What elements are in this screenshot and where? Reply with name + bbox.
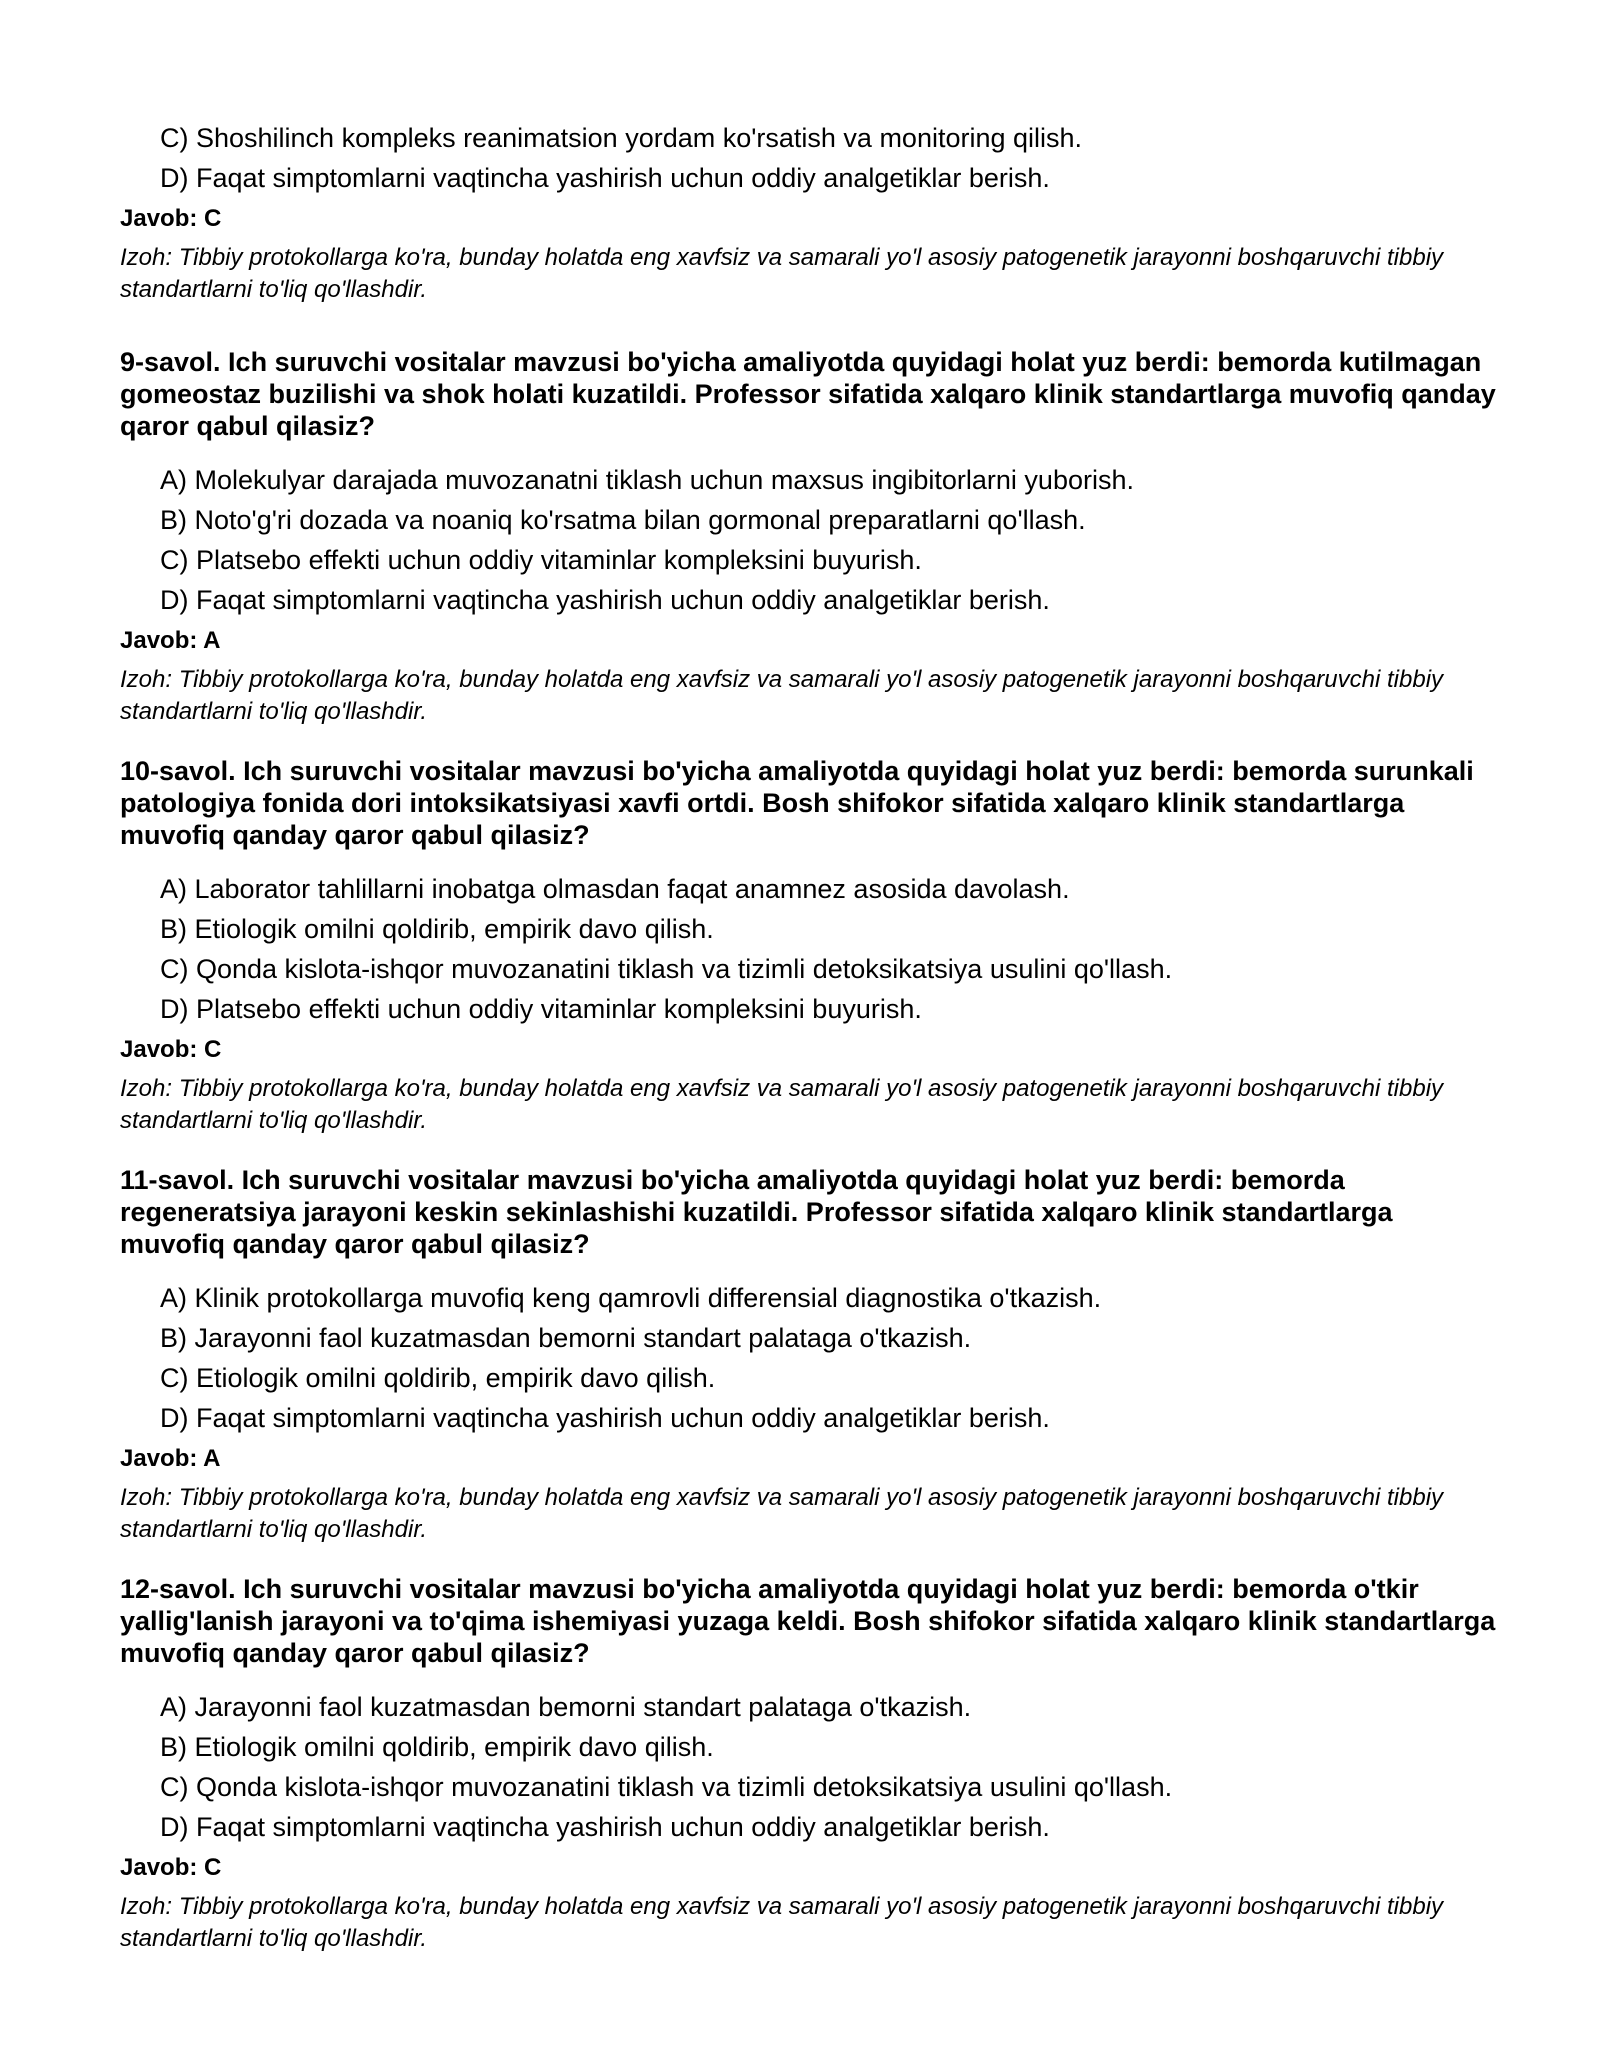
- answer-label: Javob: A: [120, 1445, 221, 1472]
- answer-label: Javob: C: [120, 205, 222, 232]
- options-list: [120, 1278, 1500, 1438]
- option-d: D) Platsebo effekti uchun oddiy vitaminlar kompleksini buyurish.: [160, 994, 922, 1024]
- question-text: 9-savol. Ich suruvchi vositalar mavzusi bo'yicha amaliyotda quyidagi holat yuz berdi: bemorda kutilmagan gomeostaz buzilishi va shok holati kuzatildi. Professor sifatida xalqaro klinik standartlarga muvofiq qanday qaror qabul qilasiz?: [120, 347, 1496, 441]
- question-11: [120, 1164, 1500, 1546]
- option-d: D) Faqat simptomlarni vaqtincha yashirish uchun oddiy analgetiklar berish.: [160, 585, 1050, 615]
- option-c: C) Etiologik omilni qoldirib, empirik davo qilish.: [160, 1363, 716, 1393]
- options-list: [120, 460, 1500, 620]
- question-12: [120, 1573, 1500, 1955]
- option-b: B) Etiologik omilni qoldirib, empirik davo qilish.: [160, 1732, 714, 1762]
- question-text: 11-savol. Ich suruvchi vositalar mavzusi bo'yicha amaliyotda quyidagi holat yuz berdi: bemorda regeneratsiya jarayoni keskin sekinlashishi kuzatildi. Professor sifatida xalqaro klinik standartlarga muvofiq qanday qaror qabul qilasiz?: [120, 1165, 1393, 1259]
- option-b: B) Etiologik omilni qoldirib, empirik davo qilish.: [160, 914, 714, 944]
- option-d: D) Faqat simptomlarni vaqtincha yashirish uchun oddiy analgetiklar berish.: [160, 163, 1050, 193]
- option-a: A) Klinik protokollarga muvofiq keng qamrovli differensial diagnostika o'tkazish.: [160, 1283, 1102, 1313]
- option-c: C) Qonda kislota-ishqor muvozanatini tiklash va tizimli detoksikatsiya usulini qo'llash.: [160, 1772, 1173, 1802]
- question-text: 12-savol. Ich suruvchi vositalar mavzusi bo'yicha amaliyotda quyidagi holat yuz berdi: bemorda o'tkir yallig'lanish jarayoni va to'qima ishemiyasi yuzaga keldi. Bosh shifokor sifatida xalqaro klinik standartlarga muvofiq qanday qaror qabul qilasiz?: [120, 1574, 1496, 1668]
- options-list: [120, 869, 1500, 1029]
- options-list: [120, 118, 1500, 198]
- answer-label: Javob: C: [120, 1854, 222, 1881]
- option-d: D) Faqat simptomlarni vaqtincha yashirish uchun oddiy analgetiklar berish.: [160, 1812, 1050, 1842]
- question-text: 10-savol. Ich suruvchi vositalar mavzusi bo'yicha amaliyotda quyidagi holat yuz berdi: bemorda surunkali patologiya fonida dori intoksikatsiyasi xavfi ortdi. Bosh shifokor sifatida xalqaro klinik standartlarga muvofiq qanday qaror qabul qilasiz?: [120, 756, 1474, 850]
- explanation-note: Izoh: Tibbiy protokollarga ko'ra, bunday holatda eng xavfsiz va samarali yo'l asosiy patogenetik jarayonni boshqaruvchi tibbiy standartlarni to'liq qo'llashdir.: [120, 1075, 1444, 1134]
- options-list: [120, 1687, 1500, 1847]
- explanation-note: Izoh: Tibbiy protokollarga ko'ra, bunday holatda eng xavfsiz va samarali yo'l asosiy patogenetik jarayonni boshqaruvchi tibbiy standartlarni to'liq qo'llashdir.: [120, 244, 1444, 303]
- option-a: A) Laborator tahlillarni inobatga olmasdan faqat anamnez asosida davolash.: [160, 874, 1070, 904]
- option-a: A) Jarayonni faol kuzatmasdan bemorni standart palataga o'tkazish.: [160, 1692, 972, 1722]
- option-c: C) Qonda kislota-ishqor muvozanatini tiklash va tizimli detoksikatsiya usulini qo'llash.: [160, 954, 1173, 984]
- explanation-note: Izoh: Tibbiy protokollarga ko'ra, bunday holatda eng xavfsiz va samarali yo'l asosiy patogenetik jarayonni boshqaruvchi tibbiy standartlarni to'liq qo'llashdir.: [120, 1484, 1444, 1543]
- explanation-note: Izoh: Tibbiy protokollarga ko'ra, bunday holatda eng xavfsiz va samarali yo'l asosiy patogenetik jarayonni boshqaruvchi tibbiy standartlarni to'liq qo'llashdir.: [120, 666, 1444, 725]
- explanation-note: Izoh: Tibbiy protokollarga ko'ra, bunday holatda eng xavfsiz va samarali yo'l asosiy patogenetik jarayonni boshqaruvchi tibbiy standartlarni to'liq qo'llashdir.: [120, 1893, 1444, 1952]
- option-d: D) Faqat simptomlarni vaqtincha yashirish uchun oddiy analgetiklar berish.: [160, 1403, 1050, 1433]
- answer-label: Javob: C: [120, 1036, 222, 1063]
- question-10: [120, 755, 1500, 1137]
- question-9: [120, 346, 1500, 728]
- option-c: C) Platsebo effekti uchun oddiy vitaminlar kompleksini buyurish.: [160, 545, 922, 575]
- question-8-continued: [120, 118, 1500, 306]
- option-a: A) Molekulyar darajada muvozanatni tiklash uchun maxsus ingibitorlarni yuborish.: [160, 465, 1134, 495]
- option-b: B) Noto'g'ri dozada va noaniq ko'rsatma bilan gormonal preparatlarni qo'llash.: [160, 505, 1086, 535]
- option-b: B) Jarayonni faol kuzatmasdan bemorni standart palataga o'tkazish.: [160, 1323, 972, 1353]
- option-c: C) Shoshilinch kompleks reanimatsion yordam ko'rsatish va monitoring qilish.: [160, 123, 1083, 153]
- answer-label: Javob: A: [120, 627, 221, 654]
